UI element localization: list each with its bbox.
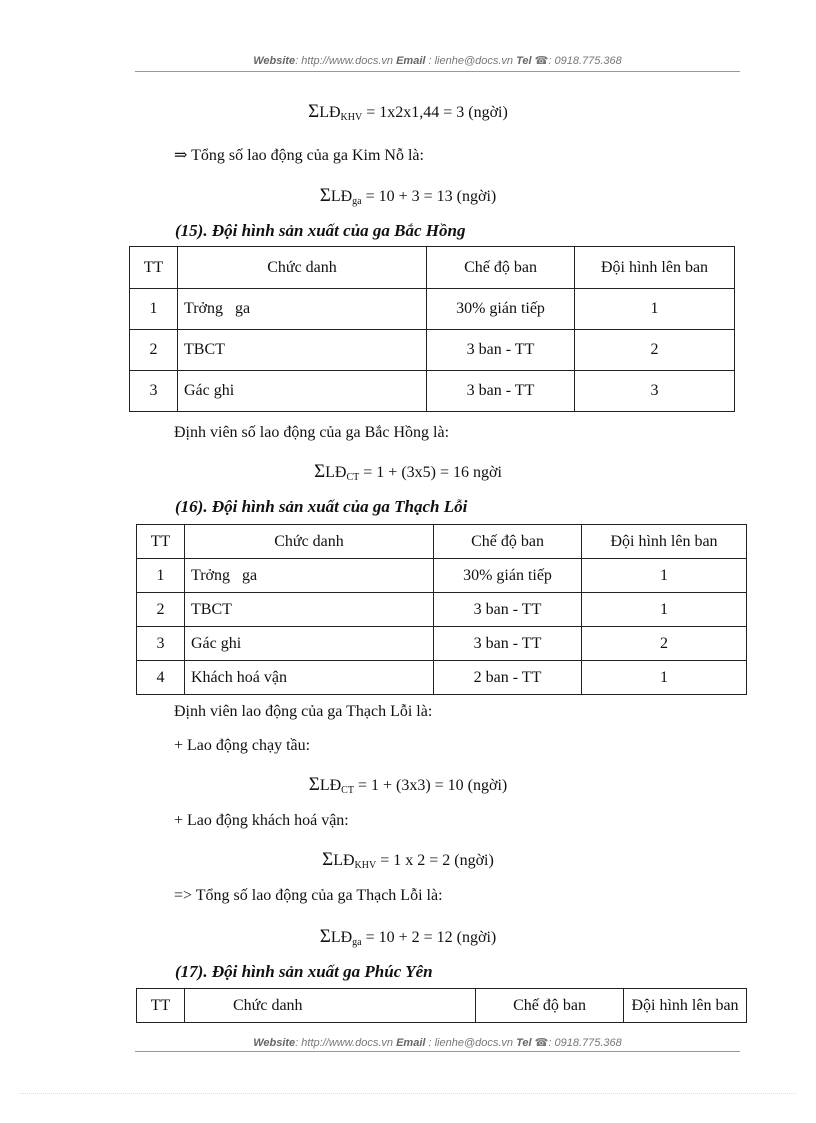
cell-chuc-danh: Khách hoá vận bbox=[185, 661, 434, 695]
sigma-symbol: Σ bbox=[308, 774, 320, 795]
thachloi-item-khach-hoa-van: + Lao động khách hoá vận: bbox=[174, 812, 349, 829]
cell-doi-hinh: 2 bbox=[582, 627, 747, 661]
website-url[interactable]: : http://www.docs.vn bbox=[295, 1037, 394, 1049]
col-header-che-do-ban: Chế độ ban bbox=[434, 525, 582, 559]
table-header-row bbox=[137, 525, 747, 559]
tel-label: Tel bbox=[516, 55, 532, 67]
formula-term: LĐ bbox=[333, 852, 355, 869]
col-header-che-do-ban: Chế độ ban bbox=[427, 247, 575, 289]
thachloi-note: Định viên lao động của ga Thạch Lỗi là: bbox=[174, 703, 433, 720]
website-label: Website bbox=[253, 55, 296, 67]
formula-term: LĐ bbox=[330, 929, 353, 946]
col-header-tt: TT bbox=[137, 525, 185, 559]
col-header-doi-hinh: Đội hình lên ban bbox=[624, 989, 747, 1023]
email-address[interactable]: : lienhe@docs.vn bbox=[428, 55, 514, 67]
formula-subscript: KHV bbox=[354, 860, 377, 871]
cell-che-do-ban: 3 ban - TT bbox=[427, 330, 575, 371]
col-header-chuc-danh: Chức danh bbox=[185, 989, 476, 1023]
cell-tt: 2 bbox=[137, 593, 185, 627]
section-16-heading: (16). Đội hình sản xuất của ga Thạch Lỗi bbox=[175, 497, 468, 516]
table-phucyen bbox=[136, 988, 747, 1023]
cell-tt: 1 bbox=[130, 289, 178, 330]
table-row bbox=[130, 289, 735, 330]
col-header-doi-hinh: Đội hình lên ban bbox=[575, 247, 735, 289]
formula-ga-kimno bbox=[0, 185, 816, 207]
cell-doi-hinh: 1 bbox=[575, 289, 735, 330]
phone-icon: ☎ bbox=[534, 1037, 549, 1049]
cell-che-do-ban: 3 ban - TT bbox=[434, 593, 582, 627]
cell-chuc-danh: Trởng ga bbox=[185, 559, 434, 593]
formula-subscript: CT bbox=[346, 472, 360, 483]
sigma-symbol: Σ bbox=[314, 461, 326, 482]
implies-arrow-icon: ⇒ bbox=[174, 147, 188, 164]
col-header-tt: TT bbox=[130, 247, 178, 289]
section-17-heading: (17). Đội hình sản xuất ga Phúc Yên bbox=[175, 962, 433, 981]
email-label: Email bbox=[396, 55, 426, 67]
table-header-row bbox=[137, 989, 747, 1023]
formula-result: = 1 + (3x5) = 16 ngời bbox=[363, 464, 502, 481]
cell-che-do-ban: 3 ban - TT bbox=[434, 627, 582, 661]
email-address[interactable]: : lienhe@docs.vn bbox=[428, 1037, 514, 1049]
table-header-row bbox=[130, 247, 735, 289]
formula-subscript: ga bbox=[352, 196, 362, 207]
table-row bbox=[137, 593, 747, 627]
sigma-symbol: Σ bbox=[319, 185, 331, 206]
header-divider bbox=[135, 71, 740, 72]
formula-ct-bachong bbox=[0, 461, 816, 483]
footer-divider bbox=[135, 1051, 740, 1052]
tel-label: Tel bbox=[516, 1037, 532, 1049]
cell-tt: 3 bbox=[130, 371, 178, 412]
cell-doi-hinh: 1 bbox=[582, 559, 747, 593]
cell-tt: 1 bbox=[137, 559, 185, 593]
col-header-chuc-danh: Chức danh bbox=[178, 247, 427, 289]
cell-doi-hinh: 1 bbox=[582, 661, 747, 695]
cell-chuc-danh: TBCT bbox=[185, 593, 434, 627]
thachloi-item-chay-tau: + Lao động chạy tầu: bbox=[174, 737, 311, 754]
col-header-che-do-ban: Chế độ ban bbox=[476, 989, 624, 1023]
cell-che-do-ban: 30% gián tiếp bbox=[434, 559, 582, 593]
cell-che-do-ban: 2 ban - TT bbox=[434, 661, 582, 695]
table-thachloi bbox=[136, 524, 747, 695]
cell-doi-hinh: 2 bbox=[575, 330, 735, 371]
thachloi-total-text: => Tổng số lao động của ga Thạch Lỗi là: bbox=[174, 887, 443, 904]
website-url[interactable]: : http://www.docs.vn bbox=[295, 55, 394, 67]
col-header-chuc-danh: Chức danh bbox=[185, 525, 434, 559]
table-row bbox=[137, 559, 747, 593]
cell-tt: 3 bbox=[137, 627, 185, 661]
cell-tt: 2 bbox=[130, 330, 178, 371]
tel-number: : 0918.775.368 bbox=[548, 1037, 622, 1049]
website-label: Website bbox=[253, 1037, 296, 1049]
formula-result: = 1 x 2 = 2 (ngời) bbox=[380, 852, 494, 869]
formula-term: LĐ bbox=[330, 188, 353, 205]
bottom-dotted-rule bbox=[20, 1093, 796, 1094]
section-15-heading: (15). Đội hình sản xuất của ga Bắc Hồng bbox=[175, 221, 466, 240]
cell-doi-hinh: 1 bbox=[582, 593, 747, 627]
formula-ct-thachloi bbox=[0, 774, 816, 796]
total-kimno-label: Tổng số lao động của ga Kim Nỗ là: bbox=[187, 147, 424, 164]
formula-result: = 10 + 3 = 13 (ngời) bbox=[365, 188, 497, 205]
formula-khv-kimno bbox=[0, 101, 816, 123]
total-kimno-text bbox=[174, 145, 424, 165]
formula-ga-thachloi bbox=[0, 926, 816, 948]
cell-tt: 4 bbox=[137, 661, 185, 695]
formula-khv-thachloi bbox=[0, 849, 816, 871]
formula-term: LĐ bbox=[319, 104, 341, 121]
cell-chuc-danh: Trởng ga bbox=[178, 289, 427, 330]
email-label: Email bbox=[396, 1037, 426, 1049]
bachong-note: Định viên số lao động của ga Bắc Hồng là: bbox=[174, 424, 450, 441]
col-header-tt: TT bbox=[137, 989, 185, 1023]
formula-subscript: CT bbox=[341, 785, 354, 796]
page-header bbox=[135, 54, 740, 67]
phone-icon: ☎ bbox=[534, 55, 549, 67]
formula-result: = 1x2x1,44 = 3 (ngời) bbox=[366, 104, 508, 121]
cell-chuc-danh: TBCT bbox=[178, 330, 427, 371]
col-header-doi-hinh: Đội hình lên ban bbox=[582, 525, 747, 559]
sigma-symbol: Σ bbox=[322, 849, 334, 870]
table-row bbox=[130, 330, 735, 371]
formula-result: = 1 + (3x3) = 10 (ngời) bbox=[357, 777, 508, 794]
sigma-symbol: Σ bbox=[319, 926, 331, 947]
formula-term: LĐ bbox=[325, 464, 347, 481]
cell-chuc-danh: Gác ghi bbox=[185, 627, 434, 661]
tel-number: : 0918.775.368 bbox=[548, 55, 622, 67]
cell-chuc-danh: Gác ghi bbox=[178, 371, 427, 412]
sigma-symbol: Σ bbox=[308, 101, 320, 122]
table-row bbox=[137, 661, 747, 695]
table-bachong bbox=[129, 246, 735, 412]
formula-subscript: KHV bbox=[340, 112, 363, 123]
table-row bbox=[130, 371, 735, 412]
formula-result: = 10 + 2 = 12 (ngời) bbox=[365, 929, 497, 946]
cell-doi-hinh: 3 bbox=[575, 371, 735, 412]
page-footer bbox=[135, 1036, 740, 1049]
formula-term: LĐ bbox=[319, 777, 342, 794]
cell-che-do-ban: 30% gián tiếp bbox=[427, 289, 575, 330]
cell-che-do-ban: 3 ban - TT bbox=[427, 371, 575, 412]
formula-subscript: ga bbox=[352, 937, 362, 948]
table-row bbox=[137, 627, 747, 661]
